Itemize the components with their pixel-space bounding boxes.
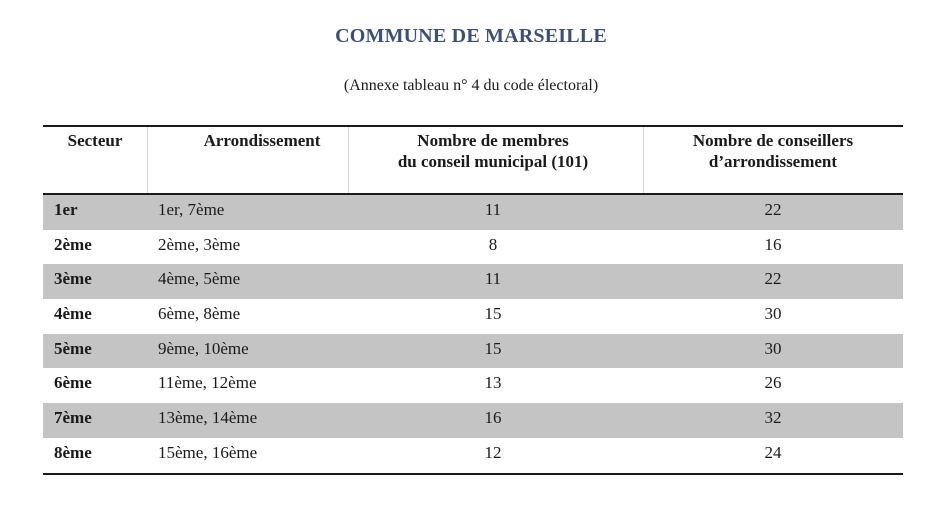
cell-arrondissement: 9ème, 10ème (158, 338, 249, 358)
table-row (43, 334, 903, 369)
cell-conseillers: 22 (764, 269, 782, 289)
cell-arrondissement: 4ème, 5ème (158, 269, 241, 289)
header-conseillers-line1: Nombre de conseillers (692, 131, 854, 150)
cell-membres: 11 (484, 200, 502, 219)
cell-secteur: 7ème (54, 408, 92, 428)
header-secteur: Secteur (67, 131, 123, 150)
cell-conseillers: 16 (764, 234, 782, 254)
cell-secteur: 3ème (54, 269, 92, 289)
cell-secteur: 2ème (54, 234, 92, 254)
cell-arrondissement: 11ème, 12ème (158, 373, 257, 393)
cell-secteur: 8ème (54, 442, 92, 462)
cell-arrondissement: 13ème, 14ème (158, 408, 258, 428)
table-row (43, 299, 903, 334)
cell-arrondissement: 1er, 7ème (158, 200, 225, 219)
header-membres-line1: Nombre de membres (417, 131, 569, 150)
sector-table (43, 125, 903, 475)
header-conseillers (643, 130, 903, 172)
header-membres (348, 130, 638, 172)
cell-membres: 13 (484, 373, 502, 393)
header-arrondissement: Arrondissement (203, 131, 321, 150)
table-row (43, 368, 903, 403)
cell-membres: 12 (484, 442, 502, 462)
cell-membres: 8 (488, 234, 498, 254)
document-subtitle: (Annexe tableau n° 4 du code électoral) (343, 77, 599, 94)
cell-arrondissement: 6ème, 8ème (158, 304, 241, 324)
cell-secteur: 5ème (54, 338, 92, 358)
cell-secteur: 1er (54, 200, 78, 219)
document-title: COMMUNE DE MARSEILLE (335, 25, 607, 47)
cell-secteur: 6ème (54, 373, 92, 393)
cell-conseillers: 24 (764, 442, 782, 462)
table-bottom-rule (43, 473, 903, 475)
cell-secteur: 4ème (54, 304, 92, 324)
header-membres-line2: du conseil municipal (101) (397, 152, 589, 171)
cell-conseillers: 32 (764, 408, 782, 428)
header-conseillers-line2: d’arrondissement (708, 152, 838, 171)
cell-membres: 11 (484, 269, 502, 289)
cell-conseillers: 30 (764, 304, 782, 324)
cell-conseillers: 30 (764, 338, 782, 358)
table-row (43, 403, 903, 438)
table-header-row (43, 127, 903, 193)
table-row (43, 438, 903, 473)
cell-membres: 16 (484, 408, 502, 428)
cell-conseillers: 26 (764, 373, 782, 393)
cell-conseillers: 22 (764, 200, 782, 219)
table-row (43, 230, 903, 265)
table-row (43, 195, 903, 230)
cell-arrondissement: 2ème, 3ème (158, 234, 241, 254)
table-row (43, 264, 903, 299)
cell-arrondissement: 15ème, 16ème (158, 442, 258, 462)
cell-membres: 15 (484, 304, 502, 324)
cell-membres: 15 (484, 338, 502, 358)
